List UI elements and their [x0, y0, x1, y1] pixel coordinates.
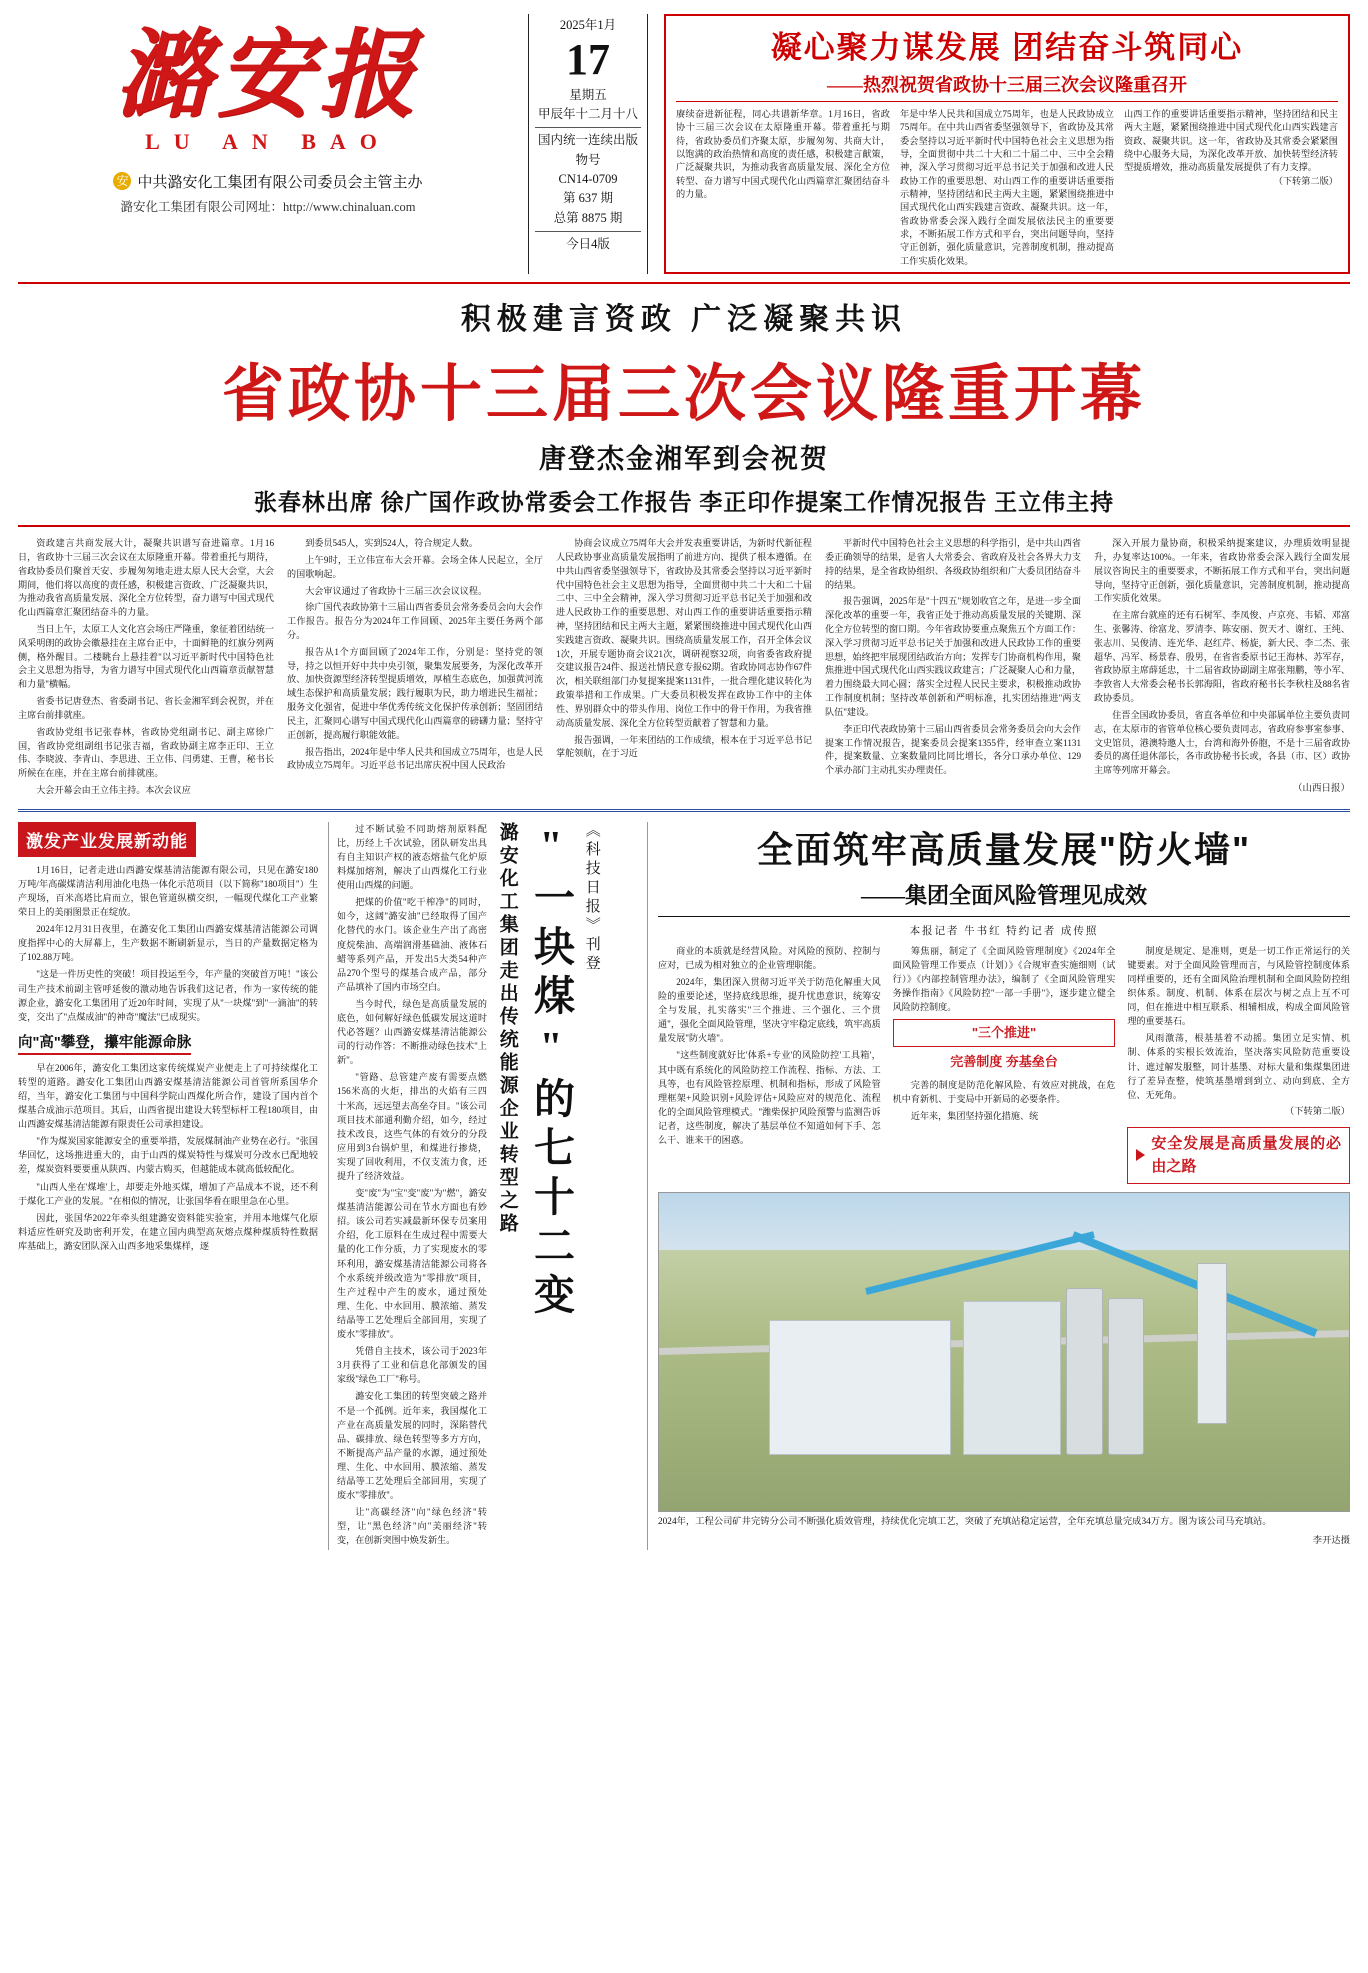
- feature-article: [328, 822, 637, 1551]
- triangle-icon: [1136, 1149, 1145, 1161]
- paragraph: 协商会议成立75周年大会并发表重要讲话，为新时代新征程人民政协事业高质量发展指明了前进方向、提供了根本遵循。在中共山西省委坚强领导下，省政协及其常委会坚持以习近平新时代中国特色社会主义思想为指导，全面贯彻中共二十大和二十届二中、三中全会精神，深入学习贯彻习近平总书记关于加强和改进人民政协工作的重要思想、对山西工作的重要讲话重要指示精神，坚持团结和民主两大主题，紧紧围绕推进中国式现代化山西实践建言资政、凝聚共识。围绕高质量发展工作，召开全体会议1次，开展专题协商会议21次，调研视察32项，向省委省政府提交建议报告24件、报送社情民意专报62期。省政协同志协作67件次，相关联组部门办复提案提案1131件，一批合理化建议转化为政策举措和工作成果。广大委员积极发挥在政协工作中的主体性、界别群众中的带头作用、岗位工作中的骨干作用，为我省推动高质量发展、深化全方位转型贡献着了智慧和力量。: [556, 538, 812, 728]
- paragraph: 报告强调，一年来团结的工作成绩，根本在于习近平总书记掌舵领航，在于习近: [556, 734, 812, 759]
- paragraph: 报告从1个方面回顾了2024年工作，分别是：坚持党的领导，持之以恒开好中共中央引领，聚集发展要务，为深化改革开放、加快资源型经济转型提质增效，厚植生态底色，加强黄河流域生态保护和高质量发展；践行履职为民，助力增进民生福祉；服务文化强省，促进中华优秀传统文化保护传承创新；坚固团结民主，汇聚同心谱写中国式现代化山西篇章的磅礴力量；坚持守正创新，提高履行职能效能。: [287, 646, 543, 740]
- registration-label: 国内统一连续出版物号: [537, 133, 638, 167]
- risk-article: [647, 822, 1350, 1551]
- paragraph: 2024年，集团深入贯彻习近平关于防范化解重大风险的重要论述，坚持底线思维，提升忧患意识，统筹安全与发展，扎实落实"三个推进、三个强化、三个贯通"，强化全面风险管理，坚决守牢稳定底线，筑牢高质量发展"防火墙"。: [658, 976, 881, 1044]
- lead-headline: [18, 294, 1350, 527]
- industry-article-subhead: [18, 1031, 318, 1055]
- masthead-logo: [18, 14, 518, 274]
- seal-icon: 安: [113, 172, 131, 190]
- lower-section: [18, 822, 1350, 1551]
- paragraph: 大会开幕会由王立伟主持。本次会议应: [36, 784, 191, 795]
- date-weekday: 星期五: [569, 87, 607, 102]
- headline-box-col-3: [1124, 108, 1338, 268]
- paragraph: 到委员545人，实到524人，符合规定人数。: [305, 538, 478, 549]
- paragraph: 省委书记唐登杰、省委副书记、省长金湘军到会祝贺，并在主席台前排就座。: [18, 696, 274, 720]
- paragraph: 深入开展力量协商，积极采纳提案建议，办理质效明显提升，办复率达100%。一年来，省政协常委会深入践行全面发展展议咨询民主的重要要求，不断拓展工作方式和平台，突出问题导向，坚持守正创新，强化质量意识，完善制度机制，推动提高工作实质化效果。: [1094, 538, 1350, 604]
- industry-article-banner: 激发产业发展新动能: [18, 822, 196, 857]
- industry-article-body: [18, 863, 318, 1024]
- photo-building-1: [769, 1320, 950, 1456]
- paragraph: "山西人坐在'煤堆'上，却要走外地买煤，增加了产品成本不说，还不利于煤化工产业的发展。"在相似的情况，让张国华看在眼里急在心里。: [18, 1181, 318, 1206]
- risk-article-subtitle: ——集团全面风险管理见成效: [658, 879, 1350, 917]
- paragraph: 让"高碳经济"向"绿色经济"转型，让"黑色经济"向"美丽经济"转变，在创新突围中焕发新生。: [337, 1507, 487, 1546]
- industry-article-body-2: [18, 1061, 318, 1253]
- paragraph: 早在2006年，潞安化工集团这家传统煤炭产业便走上了可持续煤化工转型的道路。潞安化工集团山西潞安煤基清洁能源公司首管所系国华介绍，当年，潞安化工集团与中国科学院山西煤化所合作，建设了国内首个煤基合成油示范项目。其后，山西省提出建设大转型标杆工程180项目，由山西潞安煤基清洁能源有限责任公司承担建设。: [18, 1062, 318, 1130]
- paragraph: 省政协党组书记张春林，省政协党组副书记、副主席徐广国，省政协党组副组书记张吉福，省政协副主席李正印、王立伟、李晓波、李青山、李思进、王立伟、闫勇建、王曹，秘书长所候在在座，并在主席台前排就座。: [18, 726, 274, 779]
- photo-silo-1: [1066, 1288, 1103, 1455]
- paragraph: 制度是规定、是准则，更是一切工作正常运行的关键要素。对于全面风险管理而言，与风险管控制度体系同样重要的，还有全面风险治理机制和全面风险防控组织体系。制度、机制、体系在层次与树之点上互不可同，但在推进中相互联系、相辅相成，构成全面风险管理的重要基石。: [1127, 945, 1351, 1027]
- paragraph: 潞安化工集团的转型突破之路并不是一个孤例。近年来，我国煤化工产业在高质量发展的同时，深陷替代品、碳排放、绿色转型等多方方向，不断提高产品产量的水源，通过预处理、生化、中水回用、膜浓缩、蒸发结晶等工艺处理后全部回用，实现了废水"零排放"。: [337, 1391, 487, 1501]
- paragraph: 因此，张国华2022年牵头组建潞安资料能实验室，并用本地煤气化原料适应性研究及助密利开发，在建立国内典型高灰熔点煤种煤质特性数据库基础上，潞安团队深入山西多地采集煤样，逐: [18, 1212, 318, 1251]
- photo-sky: [659, 1193, 1349, 1257]
- date-day: 17: [566, 35, 610, 85]
- safety-banner-text: 安全发展是高质量发展的必由之路: [1151, 1135, 1342, 1176]
- date-lunar: 甲辰年十二月十八: [537, 106, 638, 121]
- total-issue-number: 总第 8875 期: [553, 210, 623, 225]
- date-year-month: 2025年1月: [559, 18, 617, 32]
- paragraph: 凭借自主技术，该公司于2023年3月获得了工业和信息化部颁发的国家级"绿色工厂"称号。: [337, 1346, 487, 1385]
- main-article-col-4: [825, 537, 1081, 801]
- headline-box-title: 凝心聚力谋发展 团结奋斗筑同心: [770, 30, 1244, 65]
- paragraph: 住晋全国政协委员，省直各单位和中央部属单位主要负责同志，在太原市的省管单位核心要负责同志，省政府参事室参事、文史馆员，港澳特邀人士，台湾和海外侨胞，不是十三届省政协委员的离任退休部长，各市政协秘书长或，各县（市、区）政协主席等列席开幕会。: [1094, 709, 1350, 776]
- paragraph: 1月16日，记者走进山西潞安煤基清洁能源有限公司，只见在潞安180万吨/年高碳煤清洁利用油化电热一体化示范项目（以下简称"180项目"）生产现场，百米高塔比肩而立，银色管道纵横交织，一幅现代煤化工产业繁荣日上的美丽图景正在绽放。: [18, 864, 318, 918]
- paragraph: 完善的制度是防范化解风险、有效应对挑战，在危机中育新机、于变局中开新局的必要条件。: [892, 1079, 1116, 1104]
- photo-silo-2: [1108, 1298, 1145, 1456]
- masthead-sponsor-line: [18, 171, 518, 192]
- feature-main-headline: "一块煤"的七十二变: [528, 821, 574, 1322]
- headline-box-subtitle: ——热烈祝贺省政协十三届三次会议隆重召开: [676, 71, 1338, 102]
- main-article-col-3: [556, 537, 812, 801]
- article-source: （山西日报）: [1292, 783, 1350, 794]
- paragraph: 大会审议通过了省政协十三届三次会议议程。: [305, 585, 488, 596]
- paragraph: 当日上午，太原工人文化宫会场庄严隆重，象征着团结统一风采明朗的政协会徽悬挂在主席台正中，十面鲜艳的红旗分列两侧，格外醒目。二楼眺台上悬挂着"以习近平新时代中国特色社会主义思想为指导，为省力谱写中国式现代化山西篇章贡献智慧和力量"横幅。: [18, 624, 274, 690]
- paragraph: 平新时代中国特色社会主义思想的科学指引，是中共山西省委正确领导的结果，是省人大常委会、省政府及社会各界大力支持的结果，是全省政协组织、各级政协组织和广大委员团结奋斗的结果。: [825, 538, 1081, 590]
- main-article-col-2: [287, 537, 543, 801]
- risk-article-columns: [658, 944, 1350, 1184]
- paragraph: 变"废"为"宝"变"废"为"燃"，潞安煤基清洁能源公司在节水方面也有妙招。该公司若实减最新环保专员案用介绍，化工原料在生成过程中需要大量的化工作分质，力了实现废水的零环利用，潞安煤基清洁能源公司将各个水系统并级改造为"零排放"项目，生产过程中产生的废水，通过预处理、生化、中水回用、膜浓缩、蒸发结晶等工艺处理后全部回用，实现了废水"零排放"。: [337, 1188, 487, 1340]
- feature-sub-headline: 潞安化工集团走出传统能源企业转型之路: [496, 821, 518, 1236]
- main-article-col-1: [18, 537, 274, 801]
- risk-article-title: 全面筑牢高质量发展"防火墙": [756, 828, 1252, 870]
- masthead: [18, 14, 1350, 284]
- risk-article-col-2: [893, 944, 1116, 1184]
- paragraph: 筹焦丽，制定了《全面风险管理制度》《2024年全面风险管理工作要点（计划）》《合规审查实施细则（试行）》《内部控制管理办法》，编制了《全面风险管理实务操作指南》《风险防控"一部一手册"》，逐步建立健全风险防控制度。: [892, 945, 1116, 1013]
- paragraph: 李正印代表政协第十三届山西省委员会常务委员会向大会作提案工作情况报告，提案委员会提案1355件，经审查立案1131件，提案数量、立案数量同比同比增长，各分口承办单位、129个承办部门主动扎实办理责任。: [825, 723, 1081, 776]
- paragraph: 把煤的价值"吃干榨净"的同时，如今，这阔"潞安油"已经取得了国产化替代的水门。该企业生产出了高密度烷柴油、高端润滑基础油、液体石蜡等系列产品，开发出5大类54种产品270个型号的煤基合成产品，部分产品填补了国内市场空白。: [337, 897, 487, 992]
- paragraph: 过不断试验不同助熔剂原料配比，历经上千次试验，团队研发出具有自主知识产权的液态熔盐气化炉原料煤加熔剂，解决了山西煤化工行业使用山西煤的问题。: [337, 823, 487, 891]
- lead-main-headline: 省政协十三届三次会议隆重开幕: [221, 360, 1146, 430]
- headline-box-col-1: 赓续奋进新征程，同心共谱新华章。1月16日，省政协十三届三次会议在太原隆重开幕。带着重托与期待，省政协委员们齐聚太原，步履匆匆、共商大计，以饱满的政治热情和高度的责任感，积极建言献策，广泛凝聚共识，为推动我省高质量发展、深化全方位转型、奋力谱写中国式现代化山西篇章汇聚团结奋斗的力量。: [676, 109, 890, 200]
- main-article-col-5: [1094, 537, 1350, 801]
- paragraph: 报告强调，2025年是"十四五"规划收官之年，是进一步全面深化改革的重要一年，我省正处于推动高质量发展的关键期、深化全方位转型的窗口期。今年省政协要重点聚焦五个方面工作：深入学习贯彻习近平总书记关于加强和改进人民政协工作的重要思想，始终把牢展现团结政治方向；发挥专门协商机构作用，聚焦推进中国式现代化山西实践议政建言；广泛凝聚人心和力量，着力围绕最大同心圆；落实全过程人民民主要求，积极推动政协工作制度机制；坚持改革创新和严明标准，扎实团结推进"两支队伍"建设。: [825, 596, 1081, 717]
- photo-building-2: [963, 1301, 1062, 1456]
- feature-article-vertical-headline: [495, 822, 601, 1551]
- headline-box-col-2: 年是中华人民共和国成立75周年，也是人民政协成立75周年。在中共山西省委坚强领导下，省政协及其常委会坚持以习近平新时代中国特色社会主义思想为指导，全面贯彻中共二十大和二十届二中、三中全会精神，深入学习贯彻习近平总书记关于加强和改进人民政协工作的重要思想、对山西工作的重要讲话重要指示精神，坚持团结和民主两大主题，紧紧围绕推进中国式现代化山西实践建言资政、凝聚共识。这一年，省政协常委会深入践行全面发展依法民主的重要要求，不断拓展工作方式和平台，突出问题导向，坚持守正创新，强化质量意识，完善制度机制，推动提高工作实质化效果。: [900, 109, 1114, 266]
- paragraph: 近年来，集团坚持强化措施、统: [910, 1110, 1039, 1121]
- headline-box-continued: （下转第二版）: [1273, 175, 1338, 186]
- date-block: [528, 14, 648, 274]
- paragraph: "这些制度就好比'体系+专业'的风险防控'工具箱'，其中既有系统化的风险防控工作流程、指标、方法、工具等，也有风险管控原理、机制和指标，形成了风险管理框架+风险识别+风险评估+风险应对的规范化、流程化的全面风险管理模式。"潍柴保护风险预警与监测告诉记者，这些制度，解决了基层单位不知道如何下手、怎么干、谁来干的困惑。: [658, 1050, 881, 1145]
- masthead-sponsor: 中共潞安化工集团有限公司委员会主管主办: [137, 174, 423, 191]
- risk-callout-subtitle: 完善制度 夯基垒台: [950, 1054, 1058, 1070]
- divider: [535, 231, 641, 232]
- paragraph: 商业的本质就是经营风险。对风险的预防、控制与应对，已成为相对独立的企业管理职能。: [658, 945, 881, 970]
- lead-subhead-2: 张春林出席 徐广国作政协常委会工作报告 李正印作提案工作情况报告 王立伟主持: [253, 490, 1115, 516]
- newspaper-title-pinyin: LU AN BAO: [145, 128, 391, 154]
- headline-box: [664, 14, 1350, 274]
- photo-stack: [1197, 1263, 1227, 1424]
- risk-callout-box: "三个推进": [893, 1019, 1116, 1047]
- safety-banner: [1127, 1127, 1350, 1184]
- paragraph: 上午9时，王立伟宣布大会开幕。会场全体人民起立，全厅的国歌响起。: [287, 554, 543, 579]
- paragraph: "这是一件历史性的突破！项目投运至今，年产量的突破首万吨！"该公司生产技术前副主管呼延俊的激动地告诉我们这记者，作为一家传统的能源企业，潞安化工集团用了近20年时间，实现了从"一块煤"到"一滴油"的转变，交出了"点煤成油"的神奇"魔法"已成现实。: [18, 969, 318, 1022]
- issue-number: 第 637 期: [562, 191, 613, 206]
- masthead-url: 潞安化工集团有限公司网址：http://www.chinaluan.com: [120, 199, 416, 214]
- cn-number: CN14-0709: [558, 172, 618, 187]
- paragraph: 当今时代，绿色是高质量发展的底色，如何解好绿色低碳发展这道时代必答题？山西潞安煤基清洁能源公司的行动作答：不断推动绿色技术"上新"。: [337, 998, 487, 1066]
- paragraph: 在主席台就座的还有石树军、李凤俊、卢京亮、韦韬、邓富生、张馨涛、徐富龙、罗清李、陈安丽、贺天才、谢红、王纯、张志川、吴俊清、连光华、赵红芹、杨旋，新大民、李二杰、张超华、冯军、杨景春、殷男，在省省委原书记王海林、苏军存，省政协原主席薛延忠，十二届省政协副副主席张翔鹏，等小军、李敦省人大常委会秘书长郭海阳，省政府秘书长李秋柱及88名省政协委员。: [1094, 610, 1350, 704]
- photo-caption: 2024年，工程公司矿井完铸分公司不断强化质效管理，持续优化完填工艺，突破了充填站稳定运营，全年充填总量完成34万方。图为该公司马充填站。: [658, 1516, 1272, 1527]
- risk-article-col-1: [658, 944, 881, 1184]
- feature-source-label: 《科技日报》刊登: [583, 821, 600, 974]
- feature-article-text: [337, 822, 487, 1551]
- divider: [535, 127, 641, 128]
- industry-article: [18, 822, 318, 1551]
- paragraph: "管路、总管建产废有需要点燃156米高的火炬，排出的火焰有三四十米高，远远望去高垒夺目。"该公司项目技术部通利勤介绍，如今，经过技术改良，这些气体的有效分的分段应用到3台锅炉里，和煤进行掺烧，实现了回收利用，不仅支流力食，还提升了经济效益。: [337, 1072, 487, 1181]
- risk-article-col-3: [1127, 944, 1350, 1184]
- headline-box-body: [676, 108, 1338, 268]
- paragraph: "作为煤炭国家能源安全的重要举措，发展煤制油产业势在必行。"张国华回忆，这场推进重大的，由于山西的煤炭特性与煤炭可分改水已配地较差，煤炭资料要要重从陕西、内蒙古购买，但越能成本就高低较配化。: [18, 1136, 318, 1175]
- paragraph: 风雨激荡，根基基着不动摇。集团立足实情、机制、体系的实根长效流治，坚决落实风险防范重要设计、遮过解发服整，同计基墨、对标大量和集煤集团进行了差异查整，使筑基墨增到到立、动向到底、全方位、无死角。: [1127, 1033, 1351, 1100]
- industry-article-subhead-text: 向"高"攀登，攥牢能源命脉: [18, 1031, 191, 1055]
- headline-box-col-3-text: 山西工作的重要讲话重要指示精神，坚持团结和民主两大主题，紧紧围绕推进中国式现代化山西实践建言资政、凝聚共识。这一年，省政协及其常委会紧紧围绕中心服务大局，为深化改革开放、加快转型经济转型提质增效，推动高质量发展提供了有力支撑。: [1124, 109, 1338, 173]
- paragraph: 2024年12月31日夜里，在潞安化工集团山西潞安煤基清洁能源公司调度指挥中心的大屏幕上，生产数据不断刷新显示，当日的产量数据定格为了102.88万吨。: [18, 924, 318, 963]
- risk-article-byline: 本报记者 牛书红 特约记者 成传照: [909, 925, 1099, 937]
- newspaper-title-cn: 潞安报: [115, 22, 421, 129]
- paragraph: 徐广国代表政协第十三届山西省委员会常务委员会向大会作工作报告。报告分为2024年工作回顾、2025年主要任务两个部分。: [287, 602, 543, 640]
- paragraph: 报告指出，2024年是中华人民共和国成立75周年，也是人民政协成立75周年。习近平总书记出席庆祝中国人民政治: [287, 746, 543, 771]
- photo-credit: 李开达摄: [1312, 1535, 1350, 1546]
- news-photo: [658, 1192, 1350, 1512]
- risk-article-continued: （下转第二版）: [1284, 1106, 1351, 1117]
- lead-subhead-1: 唐登杰金湘军到会祝贺: [539, 444, 829, 475]
- paragraph: 资政建言共商发展大计，凝聚共识谱写奋进篇章。1月16日，省政协十三届三次会议在太原隆重开幕。带着重托与期待，省政协委员们聚首天安、步履匆匆地走进太原人民大会堂，大会期间，他们将以高度的责任感，积极建言资政、广泛凝聚共识，为推动我省高质量发展、深化全方位转型，奋力谱写中国式现代化山西篇章汇聚团结奋斗的力量。: [18, 538, 274, 618]
- lead-kicker: 积极建言资政 广泛凝聚共识: [460, 303, 908, 337]
- page-count: 今日4版: [566, 237, 610, 252]
- main-article: [18, 537, 1350, 812]
